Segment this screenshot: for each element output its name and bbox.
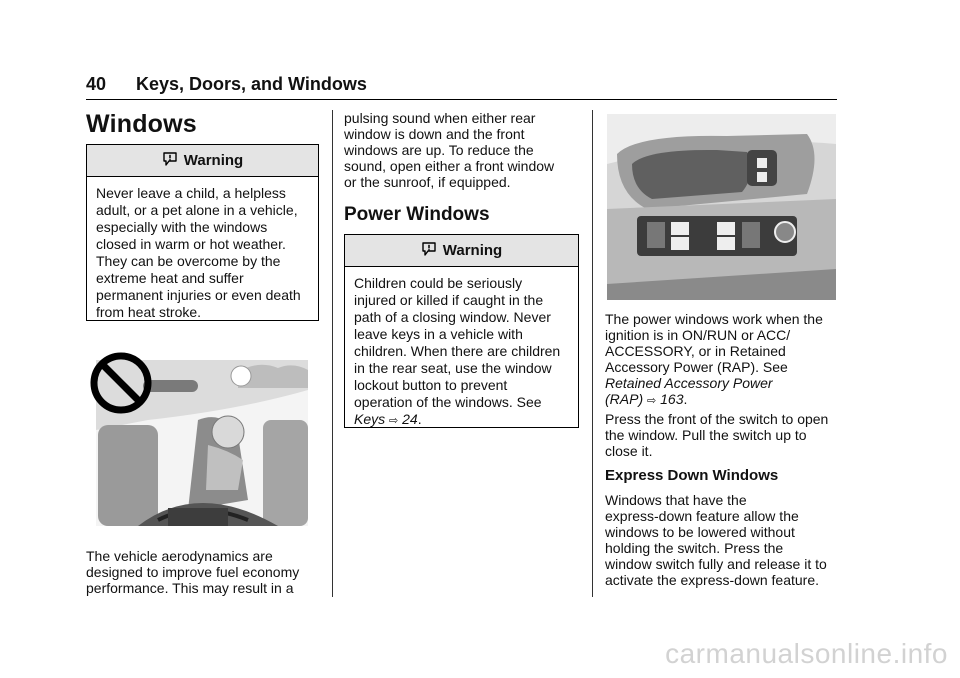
warning-icon	[162, 151, 178, 171]
reference-link-rap-line2	[605, 391, 838, 409]
text-line: window switch fully and release it to	[605, 556, 827, 572]
heading-express-down-windows: Express Down Windows	[605, 467, 779, 484]
text-line: pulsing sound when either rear	[344, 110, 536, 126]
text-line: ignition is in ON/RUN or ACC/	[605, 327, 791, 343]
text-line: window is down and the front	[344, 126, 525, 142]
warning-line: Never leave a child, a helpless	[96, 185, 286, 201]
punctuation: .	[683, 391, 688, 407]
reference-link-rap[interactable]: Retained Accessory Power	[605, 375, 773, 391]
page-ref-arrow-icon: ⇨	[647, 395, 657, 407]
warning-header	[345, 235, 578, 267]
warning-text	[345, 267, 578, 438]
text-line: ACCESSORY, or in Retained	[605, 343, 786, 359]
text-line: performance. This may result in a	[86, 580, 294, 596]
child-in-vehicle-illustration	[88, 350, 310, 526]
aerodynamics-paragraph	[86, 548, 319, 596]
reference-link-rap-abbrev[interactable]: (RAP)	[605, 391, 644, 407]
warning-title: Warning	[183, 152, 244, 169]
text-line: The power windows work when the	[605, 311, 823, 327]
text-line: the window. Pull the switch up to	[605, 427, 807, 443]
text-line: close it.	[605, 443, 653, 459]
text-line: or the sunroof, if equipped.	[344, 174, 511, 190]
text-line: sound, open either a front window	[344, 158, 555, 174]
text-line: The vehicle aerodynamics are	[86, 548, 273, 564]
section-title: Keys, Doors, and Windows	[136, 74, 367, 94]
prohibited-icon	[88, 350, 154, 416]
watermark: carmanualsonline.info	[665, 638, 948, 669]
warning-box-power-windows	[344, 234, 579, 428]
warning-line: especially with the windows	[96, 219, 268, 235]
warning-line: operation of the windows. See	[354, 394, 542, 410]
text-line: windows are up. To reduce the	[344, 142, 534, 158]
text-line: Accessory Power (RAP). See	[605, 359, 788, 375]
switch-operation-paragraph	[605, 411, 838, 459]
text-line: Windows that have the	[605, 492, 747, 508]
warning-line: leave keys in a vehicle with	[354, 326, 523, 342]
text-line: designed to improve fuel economy	[86, 564, 300, 580]
text-line: activate the express-down feature.	[605, 572, 820, 588]
page-number: 40	[86, 74, 107, 94]
warning-title: Warning	[442, 242, 503, 259]
warning-line: closed in warm or hot weather.	[96, 236, 286, 252]
power-windows-paragraph	[605, 311, 838, 409]
warning-line: injured or killed if caught in the	[354, 292, 544, 308]
column-divider-2	[592, 110, 593, 597]
warning-line: children. When there are children	[354, 343, 561, 359]
warning-box-windows	[86, 144, 319, 321]
text-line: express-down feature allow the	[605, 508, 799, 524]
text-line: holding the switch. Press the	[605, 540, 784, 556]
warning-line: Children could be seriously	[354, 275, 523, 291]
warning-reference	[354, 411, 569, 430]
warning-line: extreme heat and suffer	[96, 270, 244, 286]
text-line: Press the front of the switch to open	[605, 411, 829, 427]
column-divider-1	[332, 110, 333, 597]
warning-line: in the rear seat, use the window	[354, 360, 552, 376]
warning-line: They can be overcome by the	[96, 253, 281, 269]
heading-windows: Windows	[86, 110, 197, 138]
reference-page[interactable]: 163	[660, 391, 684, 407]
warning-header	[87, 145, 318, 177]
text-line: windows to be lowered without	[605, 524, 795, 540]
pulsing-sound-paragraph	[344, 110, 579, 190]
reference-link-keys[interactable]: Keys	[354, 411, 386, 427]
reference-page[interactable]: 24	[402, 411, 418, 427]
warning-line: path of a closing window. Never	[354, 309, 551, 325]
heading-power-windows: Power Windows	[344, 204, 490, 225]
page-ref-arrow-icon: ⇨	[389, 415, 399, 427]
power-window-switches-illustration	[607, 114, 836, 300]
warning-line: permanent injuries or even death	[96, 287, 301, 303]
warning-line: from heat stroke.	[96, 304, 202, 320]
warning-icon	[421, 241, 437, 261]
warning-text	[87, 177, 318, 329]
express-down-paragraph	[605, 492, 838, 588]
page-header	[86, 72, 837, 100]
punctuation: .	[417, 411, 422, 427]
warning-line: lockout button to prevent	[354, 377, 508, 393]
warning-line: adult, or a pet alone in a vehicle,	[96, 202, 298, 218]
